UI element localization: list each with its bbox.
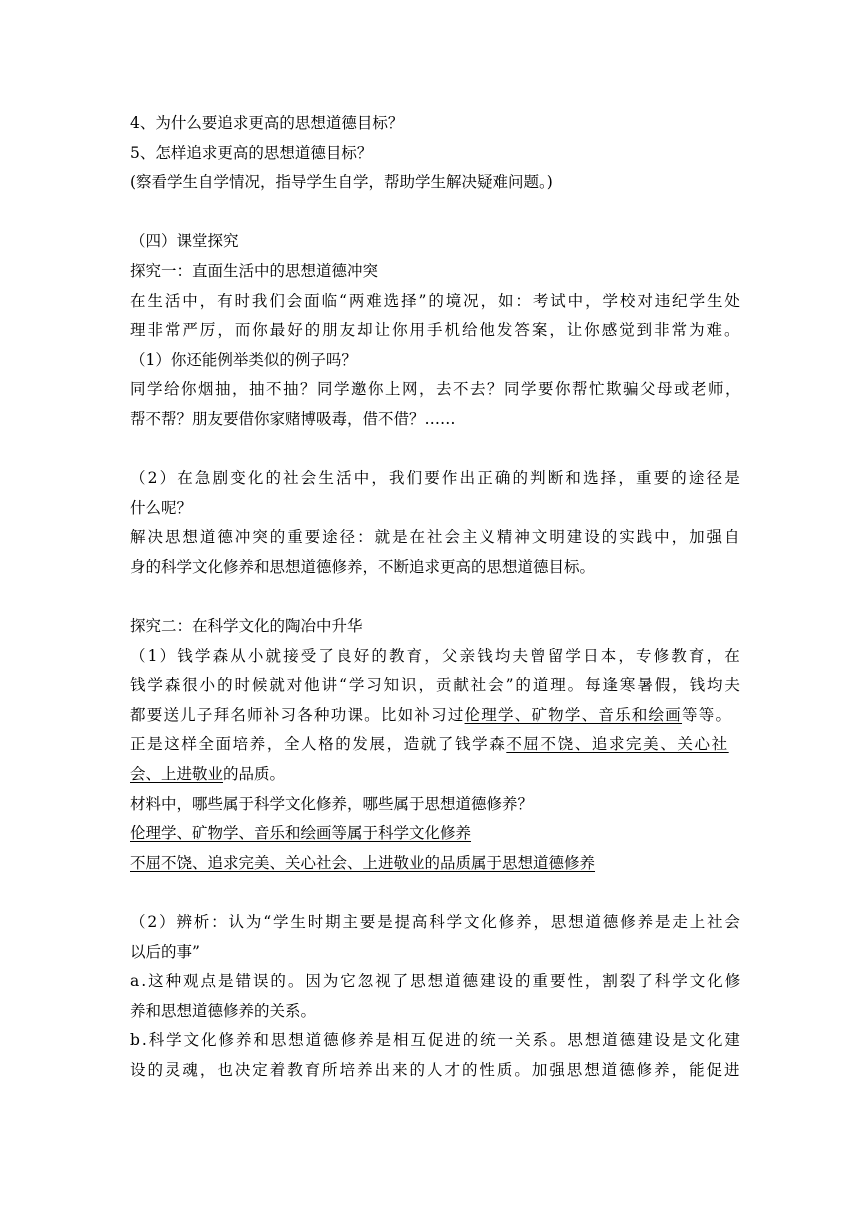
text-line-1: 4、为什么要追求更高的思想道德目标？ bbox=[130, 114, 404, 132]
text-line-2: 5、怎样追求更高的思想道德目标？ bbox=[130, 143, 373, 162]
text-line-30: a.这种观点是错误的。因为它忽视了思想道德建设的重要性，割裂了科学文化修 bbox=[130, 972, 743, 991]
blank-line bbox=[130, 435, 742, 465]
text-line-24: 材料中，哪些属于科学文化修养，哪些属于思想道德修养？ bbox=[130, 794, 534, 813]
text-line-32: b.科学文化修养和思想道德修养是相互促进的统一关系。思想道德建设是文化建 bbox=[130, 1031, 742, 1050]
underlined-text: 不屈不饶、追求完美、关心社 bbox=[506, 735, 729, 754]
underlined-text: 伦理学、矿物学、音乐和绘画 bbox=[464, 705, 683, 724]
question-3: （2）辨析：认为“学生时期主要是提高科学文化修养，思想道德修养是走上社会 bbox=[130, 913, 742, 932]
question-2: （2）在急剧变化的社会生活中，我们要作出正确的判断和选择，重要的途径是 bbox=[130, 469, 742, 488]
underlined-text: 会、上进敬业 bbox=[130, 765, 224, 784]
text-line-10: 同学给你烟抽，抽不抽？同学邀你上网，去不去？同学要你帮忙欺骗父母或老师， bbox=[130, 380, 743, 399]
text-line-8: 理非常严厉，而你最好的朋友却让你用手机给他发答案，让你感觉到非常为难。 bbox=[130, 321, 742, 340]
underlined-answer: 伦理学、矿物学、音乐和绘画等属于科学文化修养 bbox=[130, 824, 472, 843]
text-line-20: 钱学森很小的时候就对他讲“学习知识，贡献社会”的道理。每逢寒暑假，钱均夫 bbox=[130, 676, 742, 695]
blank-line bbox=[130, 878, 742, 908]
text-line-21 bbox=[130, 701, 742, 731]
text-line-22 bbox=[130, 730, 742, 760]
text-line-26 bbox=[130, 849, 742, 879]
text-line-16: 身的科学文化修养和思想道德修养，不断追求更高的思想道德目标。 bbox=[130, 557, 596, 576]
inquiry-one-title: 探究一：直面生活中的思想道德冲突 bbox=[130, 261, 379, 280]
text-line-25 bbox=[130, 819, 742, 849]
blank-line bbox=[130, 198, 742, 228]
text-line-33: 设的灵魂，也决定着教育所培养出来的人才的性质。加强思想道德修养，能促进 bbox=[130, 1061, 742, 1079]
text-line-3: (察看学生自学情况，指导学生自学，帮助学生解决疑难问题。) bbox=[130, 173, 553, 192]
text-line-7: 在生活中，有时我们会面临“两难选择”的境况，如：考试中，学校对违纪学生处 bbox=[130, 291, 742, 310]
text-segment: 都要送儿子拜名师补习各种功课。比如补习过 bbox=[130, 705, 465, 724]
text-line-15: 解决思想道德冲突的重要途径：就是在社会主义精神文明建设的实践中，加强自 bbox=[130, 528, 742, 547]
inquiry-two-title: 探究二：在科学文化的陶冶中升华 bbox=[130, 617, 363, 636]
text-line-11: 帮不帮？朋友要借你家赌博吸毒，借不借？…… bbox=[130, 409, 456, 428]
text-segment: 等等。 bbox=[682, 705, 733, 724]
question-1: （1）你还能例举类似的例子吗？ bbox=[130, 350, 357, 369]
text-line-19: （1）钱学森从小就接受了良好的教育，父亲钱均夫曾留学日本，专修教育，在 bbox=[130, 646, 742, 665]
text-line-14: 什么呢？ bbox=[130, 498, 193, 517]
text-line-31: 养和思想道德修养的关系。 bbox=[130, 1001, 317, 1020]
document-page bbox=[130, 109, 742, 1086]
section-heading: （四）课堂探究 bbox=[130, 232, 239, 251]
blank-line bbox=[130, 583, 742, 613]
text-segment: 正是这样全面培养，全人格的发展，造就了钱学森 bbox=[130, 735, 507, 754]
text-segment: 的品质。 bbox=[223, 765, 286, 784]
text-line-23 bbox=[130, 760, 742, 790]
text-line-29: 以后的事” bbox=[130, 942, 200, 961]
underlined-answer: 不屈不饶、追求完美、关心社会、上进敬业的品质属于思想道德修养 bbox=[130, 853, 596, 872]
